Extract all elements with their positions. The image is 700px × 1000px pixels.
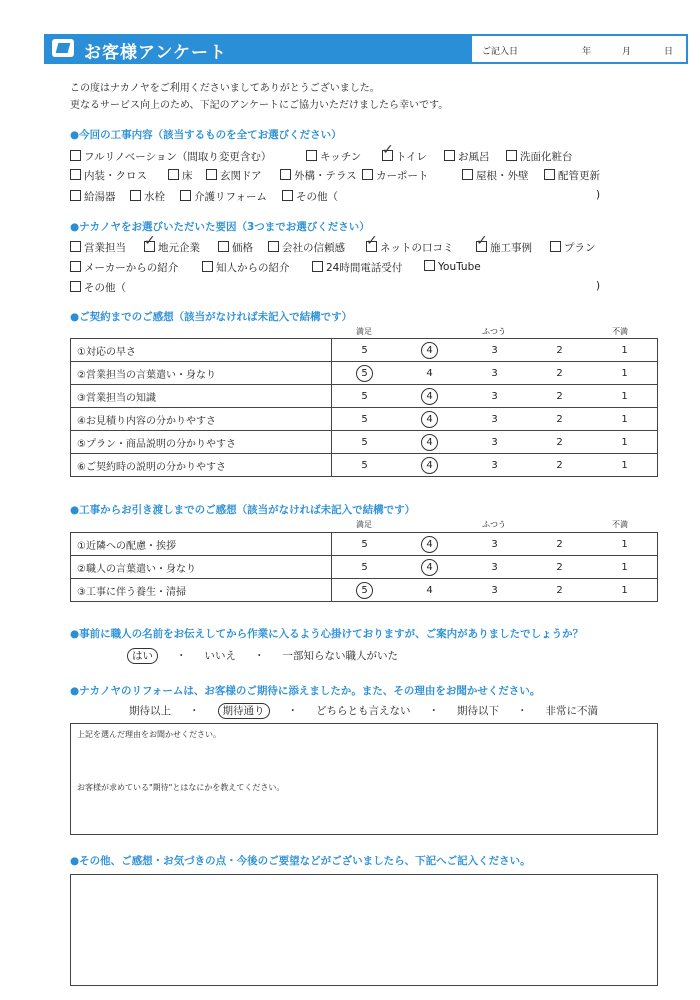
score-option[interactable]: [592, 385, 658, 408]
score-option[interactable]: [462, 385, 527, 408]
checkbox-icon[interactable]: [70, 261, 81, 272]
score-value: 2: [556, 459, 563, 471]
row-label: ②職人の言葉遣い・身なり: [71, 556, 332, 579]
score-option[interactable]: [527, 579, 592, 602]
checkbox-icon[interactable]: [130, 190, 141, 201]
scale-high-label-2: 満足: [356, 520, 372, 529]
q1-option[interactable]: [180, 189, 267, 204]
option-label: 地元企業: [158, 242, 200, 254]
option-label: 価格: [232, 242, 253, 254]
checkbox-icon[interactable]: [206, 169, 217, 180]
checkbox-icon[interactable]: [218, 241, 229, 252]
option-label: 給湯器: [84, 191, 116, 203]
score-value: 3: [491, 538, 498, 550]
option-label: フルリノベーション（間取り変更含む）: [84, 151, 272, 163]
selected-score-circle: 4: [421, 342, 438, 359]
separator: ・: [189, 705, 200, 717]
q6-title: ●ナカノヤのリフォームは、お客様のご期待に添えましたか。また、その理由をお聞かせください。: [70, 685, 541, 697]
year-label: 年: [582, 47, 592, 57]
q2-option[interactable]: [312, 260, 402, 275]
checkbox-icon[interactable]: [168, 169, 179, 180]
option-label: トイレ: [396, 151, 427, 163]
score-option[interactable]: [332, 408, 398, 431]
score-option[interactable]: [462, 408, 527, 431]
q1-option[interactable]: [506, 149, 573, 164]
choice-option[interactable]: いいえ: [204, 650, 236, 662]
option-label: その他（: [84, 282, 126, 294]
score-value: 3: [491, 436, 498, 448]
score-option[interactable]: [462, 556, 527, 579]
selected-score-circle: 4: [421, 536, 438, 553]
q1-option[interactable]: [282, 189, 338, 204]
score-option[interactable]: [527, 556, 592, 579]
option-label: 施工事例: [490, 242, 532, 254]
score-option[interactable]: [397, 408, 462, 431]
score-option[interactable]: [462, 454, 527, 477]
separator: ・: [176, 650, 187, 662]
score-option[interactable]: [527, 408, 592, 431]
checkbox-icon[interactable]: [544, 169, 555, 180]
checkbox-icon[interactable]: [70, 281, 81, 292]
option-label: 営業担当: [84, 242, 126, 254]
intro-line-2: 更なるサービス向上のため、下記のアンケートにご協力いただけましたら幸いです。: [70, 100, 449, 111]
selected-score-circle: 4: [421, 559, 438, 576]
score-option[interactable]: [592, 579, 658, 602]
q6-box-prompt-1: 上記を選んだ理由をお聞かせください。: [77, 730, 221, 739]
row-label: ②営業担当の言葉遣い・身なり: [71, 362, 332, 385]
month-label: 月: [622, 47, 632, 57]
choice-option[interactable]: 期待以下: [457, 705, 499, 717]
option-label: その他（: [296, 191, 338, 203]
score-value: 3: [491, 413, 498, 425]
score-option[interactable]: [332, 385, 398, 408]
score-option[interactable]: [332, 579, 398, 602]
q2-close-paren: ): [596, 280, 601, 292]
checkbox-icon[interactable]: [180, 190, 191, 201]
score-option[interactable]: [527, 362, 592, 385]
q2-option[interactable]: [424, 260, 481, 273]
score-option[interactable]: [332, 339, 398, 362]
option-label: 床: [182, 170, 193, 182]
q4-title: ●工事からお引き渡しまでのご感想（該当がなければ未記入で結構です）: [70, 504, 416, 516]
option-label: メーカーからの紹介: [84, 262, 179, 274]
selected-score-circle: 4: [421, 388, 438, 405]
date-field[interactable]: [470, 34, 688, 64]
score-value: 3: [491, 459, 498, 471]
score-value: 5: [361, 344, 368, 356]
score-option[interactable]: [332, 431, 398, 454]
score-value: 4: [426, 584, 433, 596]
choice-option[interactable]: 期待以上: [129, 705, 171, 717]
q1-option[interactable]: [382, 149, 427, 164]
q7-comment-textbox[interactable]: [70, 874, 658, 986]
option-label: 外構・テラス: [294, 170, 357, 182]
score-option[interactable]: [397, 533, 462, 556]
table-row: [71, 431, 658, 454]
separator: ・: [287, 705, 298, 717]
checkbox-icon[interactable]: [550, 241, 561, 252]
score-value: 1: [621, 413, 628, 425]
score-option[interactable]: [527, 533, 592, 556]
table-row: [71, 533, 658, 556]
option-label: 屋根・外壁: [476, 170, 529, 182]
score-option[interactable]: [332, 454, 398, 477]
row-label: ③営業担当の知識: [71, 385, 332, 408]
checkbox-icon[interactable]: [444, 150, 455, 161]
score-value: 3: [491, 390, 498, 402]
q6-reason-textbox[interactable]: [70, 723, 658, 835]
option-label: 会社の信頼感: [282, 242, 345, 254]
score-value: 1: [621, 584, 628, 596]
choice-option[interactable]: 一部知らない職人がいた: [282, 650, 398, 662]
score-option[interactable]: [332, 556, 398, 579]
score-value: 5: [361, 459, 368, 471]
q1-option[interactable]: [70, 149, 271, 164]
choice-option[interactable]: はい: [127, 648, 158, 664]
score-value: 5: [361, 390, 368, 402]
option-label: キッチン: [320, 151, 362, 163]
q1-option[interactable]: [362, 168, 429, 183]
q1-title: ●今回の工事内容（該当するものを全てお選びください）: [70, 129, 342, 141]
choice-option[interactable]: 非常に不満: [545, 705, 598, 717]
scale-high-label: 満足: [356, 327, 372, 336]
row-label: ④お見積り内容の分かりやすさ: [71, 408, 332, 431]
q3-rating-table: [70, 338, 658, 477]
score-option[interactable]: [592, 556, 658, 579]
q6-choices: [120, 703, 607, 718]
selected-score-circle: 5: [356, 365, 373, 382]
score-option[interactable]: [527, 385, 592, 408]
selected-score-circle: 4: [421, 434, 438, 451]
score-option[interactable]: [592, 408, 658, 431]
q6-box-prompt-2: お客様が求めている"期待"とはなにかを教えてください。: [77, 783, 285, 792]
score-option[interactable]: [462, 533, 527, 556]
separator: ・: [428, 705, 439, 717]
choice-option[interactable]: 期待通り: [218, 703, 270, 719]
q2-option[interactable]: [70, 280, 126, 295]
q1-option[interactable]: [168, 168, 193, 183]
score-value: 3: [491, 367, 498, 379]
q1-option[interactable]: [462, 168, 529, 183]
q5-title: ●事前に職人の名前をお伝えしてから作業に入るよう心掛けておりますが、ご案内がありましたでしょうか？: [70, 628, 584, 640]
option-label: 知人からの紹介: [216, 262, 290, 274]
table-row: [71, 408, 658, 431]
score-value: 5: [361, 538, 368, 550]
checkbox-icon[interactable]: [70, 169, 81, 180]
separator: ・: [517, 705, 528, 717]
score-option[interactable]: [592, 431, 658, 454]
score-value: 2: [556, 561, 563, 573]
checkbox-icon[interactable]: [382, 150, 393, 161]
selected-score-circle: 5: [356, 582, 373, 599]
q1-option[interactable]: [280, 168, 357, 183]
q5-choices: [118, 648, 407, 663]
score-value: 3: [491, 344, 498, 356]
option-label: 玄関ドア: [220, 170, 262, 182]
score-option[interactable]: [462, 579, 527, 602]
option-label: お風呂: [458, 151, 490, 163]
table-row: [71, 362, 658, 385]
score-value: 2: [556, 367, 563, 379]
score-value: 2: [556, 436, 563, 448]
checkbox-icon[interactable]: [70, 190, 81, 201]
q7-title: ●その他、ご感想・お気づきの点・今後のご要望などがございましたら、下記へご記入ください。: [70, 855, 531, 867]
checkbox-icon[interactable]: [312, 261, 323, 272]
scale-low-label: 不満: [612, 327, 628, 336]
score-value: 5: [361, 413, 368, 425]
checkbox-icon[interactable]: [366, 241, 377, 252]
separator: ・: [254, 650, 265, 662]
intro-line-1: この度はナカノヤをご利用くださいましてありがとうございました。: [70, 83, 380, 94]
checkbox-icon[interactable]: [476, 241, 487, 252]
score-value: 1: [621, 390, 628, 402]
score-option[interactable]: [332, 362, 398, 385]
score-value: 2: [556, 413, 563, 425]
choice-option[interactable]: どちらとも言えない: [316, 705, 411, 717]
option-label: 配管更新: [558, 170, 600, 182]
q3-title: ●ご契約までのご感想（該当がなければ未記入で結構です）: [70, 311, 353, 323]
score-option[interactable]: [397, 431, 462, 454]
day-label: 日: [664, 47, 674, 57]
checkbox-icon[interactable]: [506, 150, 517, 161]
q2-option[interactable]: [202, 260, 290, 275]
selected-score-circle: 4: [421, 457, 438, 474]
row-label: ①近隣への配慮・挨拶: [71, 533, 332, 556]
company-logo-icon: [52, 39, 74, 57]
q1-close-paren: ): [596, 189, 601, 201]
score-option[interactable]: [527, 431, 592, 454]
score-value: 1: [621, 344, 628, 356]
q2-option[interactable]: [144, 240, 200, 255]
q1-option[interactable]: [70, 168, 147, 183]
score-value: 3: [491, 584, 498, 596]
score-value: 1: [621, 367, 628, 379]
option-label: YouTube: [438, 261, 481, 273]
checkbox-icon[interactable]: [462, 169, 473, 180]
score-option[interactable]: [462, 431, 527, 454]
table-row: [71, 454, 658, 477]
score-option[interactable]: [592, 533, 658, 556]
score-value: 2: [556, 344, 563, 356]
score-option[interactable]: [397, 385, 462, 408]
table-row: [71, 385, 658, 408]
score-option[interactable]: [332, 533, 398, 556]
option-label: 内装・クロス: [84, 170, 147, 182]
q1-option[interactable]: [544, 168, 600, 183]
score-value: 1: [621, 459, 628, 471]
checkbox-icon[interactable]: [306, 150, 317, 161]
score-option[interactable]: [397, 579, 462, 602]
score-value: 2: [556, 538, 563, 550]
option-label: 水栓: [144, 191, 165, 203]
scale-low-label-2: 不満: [612, 520, 628, 529]
page-title: お客様アンケート: [84, 43, 227, 63]
date-label: ご記入日: [482, 47, 519, 57]
checkbox-icon[interactable]: [362, 169, 373, 180]
q2-option[interactable]: [550, 240, 596, 255]
q1-option[interactable]: [444, 149, 490, 164]
checkbox-icon[interactable]: [144, 241, 155, 252]
score-value: 2: [556, 390, 563, 402]
table-row: [71, 556, 658, 579]
score-option[interactable]: [592, 454, 658, 477]
option-label: 24時間電話受付: [326, 262, 403, 274]
option-label: プラン: [564, 242, 596, 254]
row-label: ①対応の早さ: [71, 339, 332, 362]
q2-option[interactable]: [218, 240, 253, 255]
score-option[interactable]: [397, 339, 462, 362]
score-value: 5: [361, 561, 368, 573]
selected-score-circle: 4: [421, 411, 438, 428]
q2-option[interactable]: [268, 240, 345, 255]
option-label: 介護リフォーム: [194, 191, 267, 203]
score-value: 4: [426, 367, 433, 379]
q2-option[interactable]: [366, 240, 454, 255]
score-value: 1: [621, 561, 628, 573]
score-option[interactable]: [397, 454, 462, 477]
score-option[interactable]: [462, 362, 527, 385]
table-row: [71, 339, 658, 362]
score-option[interactable]: [527, 339, 592, 362]
q2-option[interactable]: [70, 260, 178, 275]
option-label: カーポート: [376, 170, 429, 182]
checkbox-icon[interactable]: [70, 150, 81, 161]
row-label: ⑥ご契約時の説明の分かりやすさ: [71, 454, 332, 477]
q1-option[interactable]: [130, 189, 165, 204]
score-value: 5: [361, 436, 368, 448]
q1-option[interactable]: [206, 168, 262, 183]
q1-option[interactable]: [306, 149, 361, 164]
q1-option[interactable]: [70, 189, 116, 204]
q4-rating-table: [70, 532, 658, 602]
score-value: 1: [621, 436, 628, 448]
survey-header: [44, 34, 470, 64]
score-option[interactable]: [462, 339, 527, 362]
checkbox-icon[interactable]: [280, 169, 291, 180]
q2-option[interactable]: [476, 240, 532, 255]
score-value: 2: [556, 584, 563, 596]
score-option[interactable]: [527, 454, 592, 477]
q2-option[interactable]: [70, 240, 126, 255]
checkbox-icon[interactable]: [70, 241, 81, 252]
score-option[interactable]: [592, 362, 658, 385]
score-option[interactable]: [592, 339, 658, 362]
row-label: ③工事に伴う養生・清掃: [71, 579, 332, 602]
option-label: 洗面化粧台: [520, 151, 573, 163]
score-value: 3: [491, 561, 498, 573]
scale-mid-label-2: ふつう: [482, 520, 506, 529]
score-option[interactable]: [397, 556, 462, 579]
row-label: ⑤プラン・商品説明の分かりやすさ: [71, 431, 332, 454]
score-option[interactable]: [397, 362, 462, 385]
option-label: ネットの口コミ: [380, 242, 454, 254]
checkbox-icon[interactable]: [202, 261, 213, 272]
checkbox-icon[interactable]: [424, 260, 435, 271]
table-row: [71, 579, 658, 602]
q2-title: ●ナカノヤをお選びいただいた要因（3つまでお選びください）: [70, 221, 370, 233]
score-value: 1: [621, 538, 628, 550]
checkbox-icon[interactable]: [282, 190, 293, 201]
scale-mid-label: ふつう: [482, 327, 506, 336]
checkbox-icon[interactable]: [268, 241, 279, 252]
